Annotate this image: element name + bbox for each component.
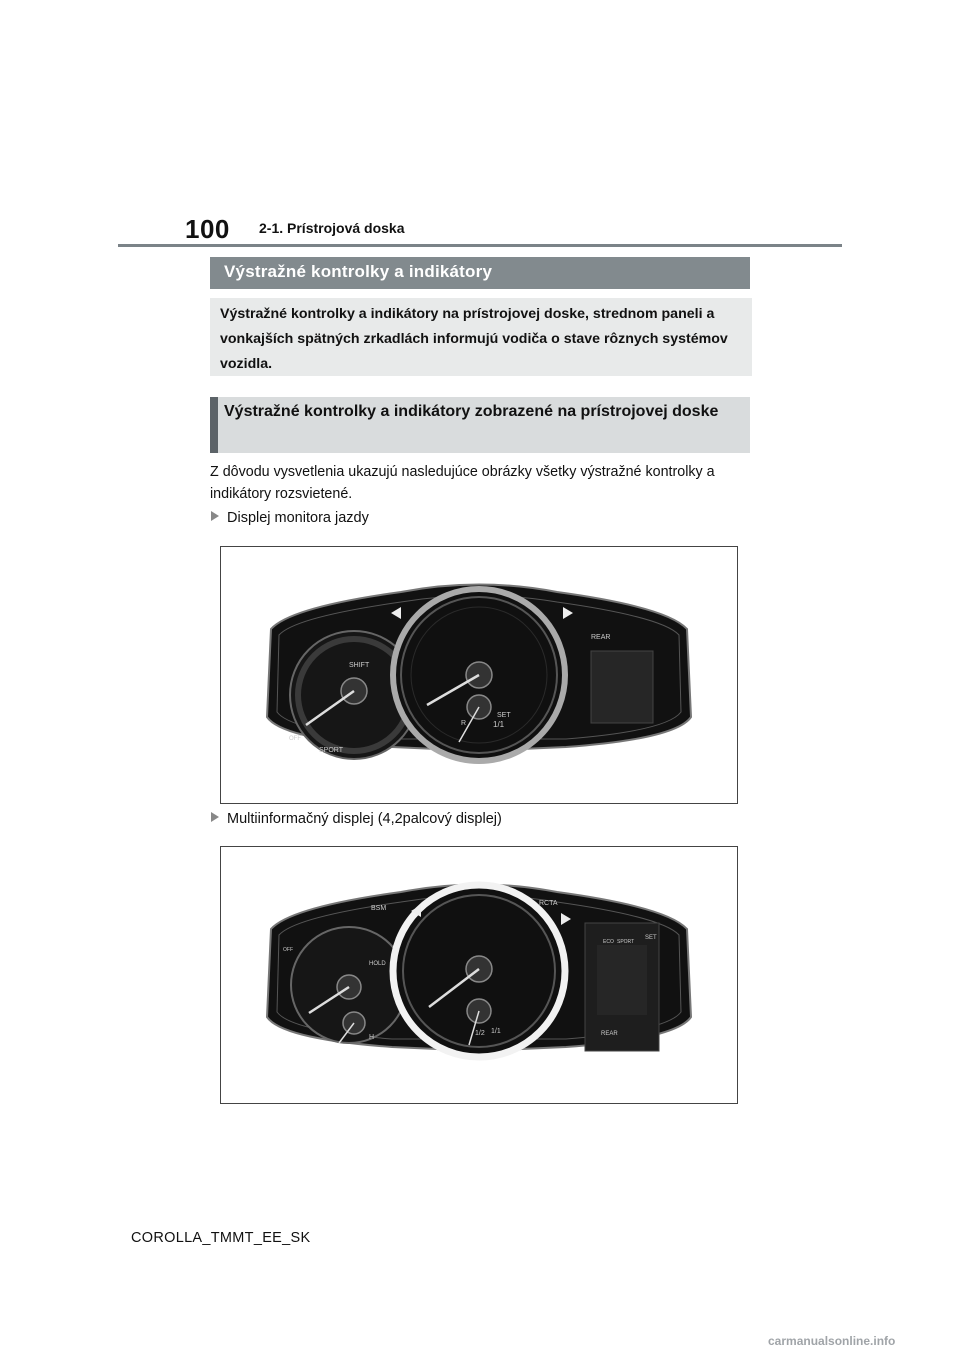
intro-box: Výstražné kontrolky a indikátory na prístrojovej doske, strednom paneli a vonkajších spätných zrkadlách informujú vodiča o stave rôznych systémov vozidla. xyxy=(210,298,752,376)
sport-label: SPORT xyxy=(319,747,343,754)
figure-caption-text: Multiinformačný displej (4,2palcový displej) xyxy=(227,811,502,827)
half-label: 1/2 xyxy=(475,1030,485,1037)
figure-cluster-1 xyxy=(220,546,738,804)
page-number: 100 xyxy=(185,214,230,244)
body-paragraph: Z dôvodu vysvetlenia ukazujú nasledujúce obrázky všetky výstražné kontrolky a indikátory rozsvietené. xyxy=(210,464,715,502)
set-label: SET xyxy=(645,935,657,941)
rear-label: REAR xyxy=(601,1031,618,1037)
h-label: H xyxy=(369,1034,375,1041)
section-path: 2-1. Prístrojová doska xyxy=(259,220,405,236)
document-code: COROLLA_TMMT_EE_SK xyxy=(131,1230,311,1246)
sport-label: SPORT xyxy=(617,939,635,945)
instrument-cluster-illustration xyxy=(221,847,737,1103)
eco-label: ECO xyxy=(603,939,614,945)
figure-caption-text: Displej monitora jazdy xyxy=(227,510,369,526)
section-title: Výstražné kontrolky a indikátory xyxy=(210,257,750,289)
triangle-bullet-icon xyxy=(211,511,219,521)
subsection-title: Výstražné kontrolky a indikátory zobrazené na prístrojovej doske xyxy=(210,397,750,453)
r-label: R xyxy=(461,720,467,727)
watermark: carmanualsonline.info xyxy=(768,1334,896,1348)
rcta-label: RCTA xyxy=(539,900,558,907)
set-label: SET xyxy=(497,712,511,719)
full-label: 1/1 xyxy=(493,720,505,729)
figure-caption-2 xyxy=(211,811,502,827)
instrument-cluster-illustration xyxy=(221,547,737,803)
figure-caption-1 xyxy=(211,510,369,526)
off-label: OFF xyxy=(283,947,293,953)
figure-cluster-2 xyxy=(220,846,738,1104)
header-divider xyxy=(118,244,842,247)
triangle-bullet-icon xyxy=(211,812,219,822)
full-label: 1/1 xyxy=(491,1028,501,1035)
off-label: OFF xyxy=(289,736,301,742)
shift-label: SHIFT xyxy=(349,662,370,669)
bsm-label: BSM xyxy=(371,905,387,912)
rear-label: REAR xyxy=(591,634,611,641)
hold-label: HOLD xyxy=(369,961,386,967)
